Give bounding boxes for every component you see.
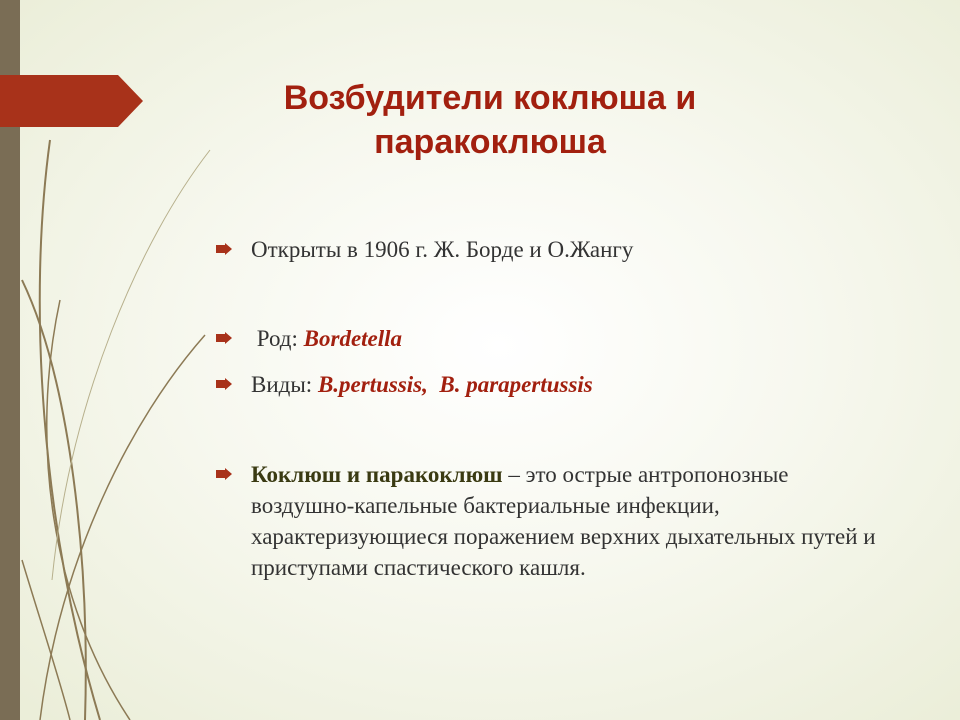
bullet-definition-text: [216, 459, 886, 583]
bullet-discovery: [216, 234, 906, 265]
arrow-bullet-icon: [216, 378, 232, 390]
title-line-2: паракоклюша: [374, 123, 606, 161]
genus-name: Bordetella: [303, 326, 403, 351]
arrow-bullet-icon: [216, 468, 232, 480]
bullet-species-text: [216, 369, 906, 400]
bullet-genus-text: [216, 323, 906, 354]
definition-text: – это острые антропонозные воздушно-капельные бактериальные инфекции, характеризующиеся поражением верхних дыхательных путей и приступами спастического кашля.: [251, 462, 876, 580]
species-names: B.pertussis, B. parapertussis: [317, 372, 593, 397]
title-line-1: Возбудители коклюша и: [283, 79, 697, 117]
title-arrow-icon: [0, 75, 143, 127]
bullet-species: [216, 369, 906, 400]
genus-label: Род:: [251, 326, 304, 351]
disease-names: Коклюш и паракоклюш: [251, 462, 503, 487]
species-label: Виды:: [251, 372, 318, 397]
bullet-definition: [216, 459, 886, 583]
slide-title: [230, 76, 750, 164]
arrow-bullet-icon: [216, 243, 232, 255]
bullet-genus: [216, 323, 906, 354]
bullet-discovery-text: Открыты в 1906 г. Ж. Борде и О.Жангу: [251, 237, 634, 262]
arrow-bullet-icon: [216, 332, 232, 344]
